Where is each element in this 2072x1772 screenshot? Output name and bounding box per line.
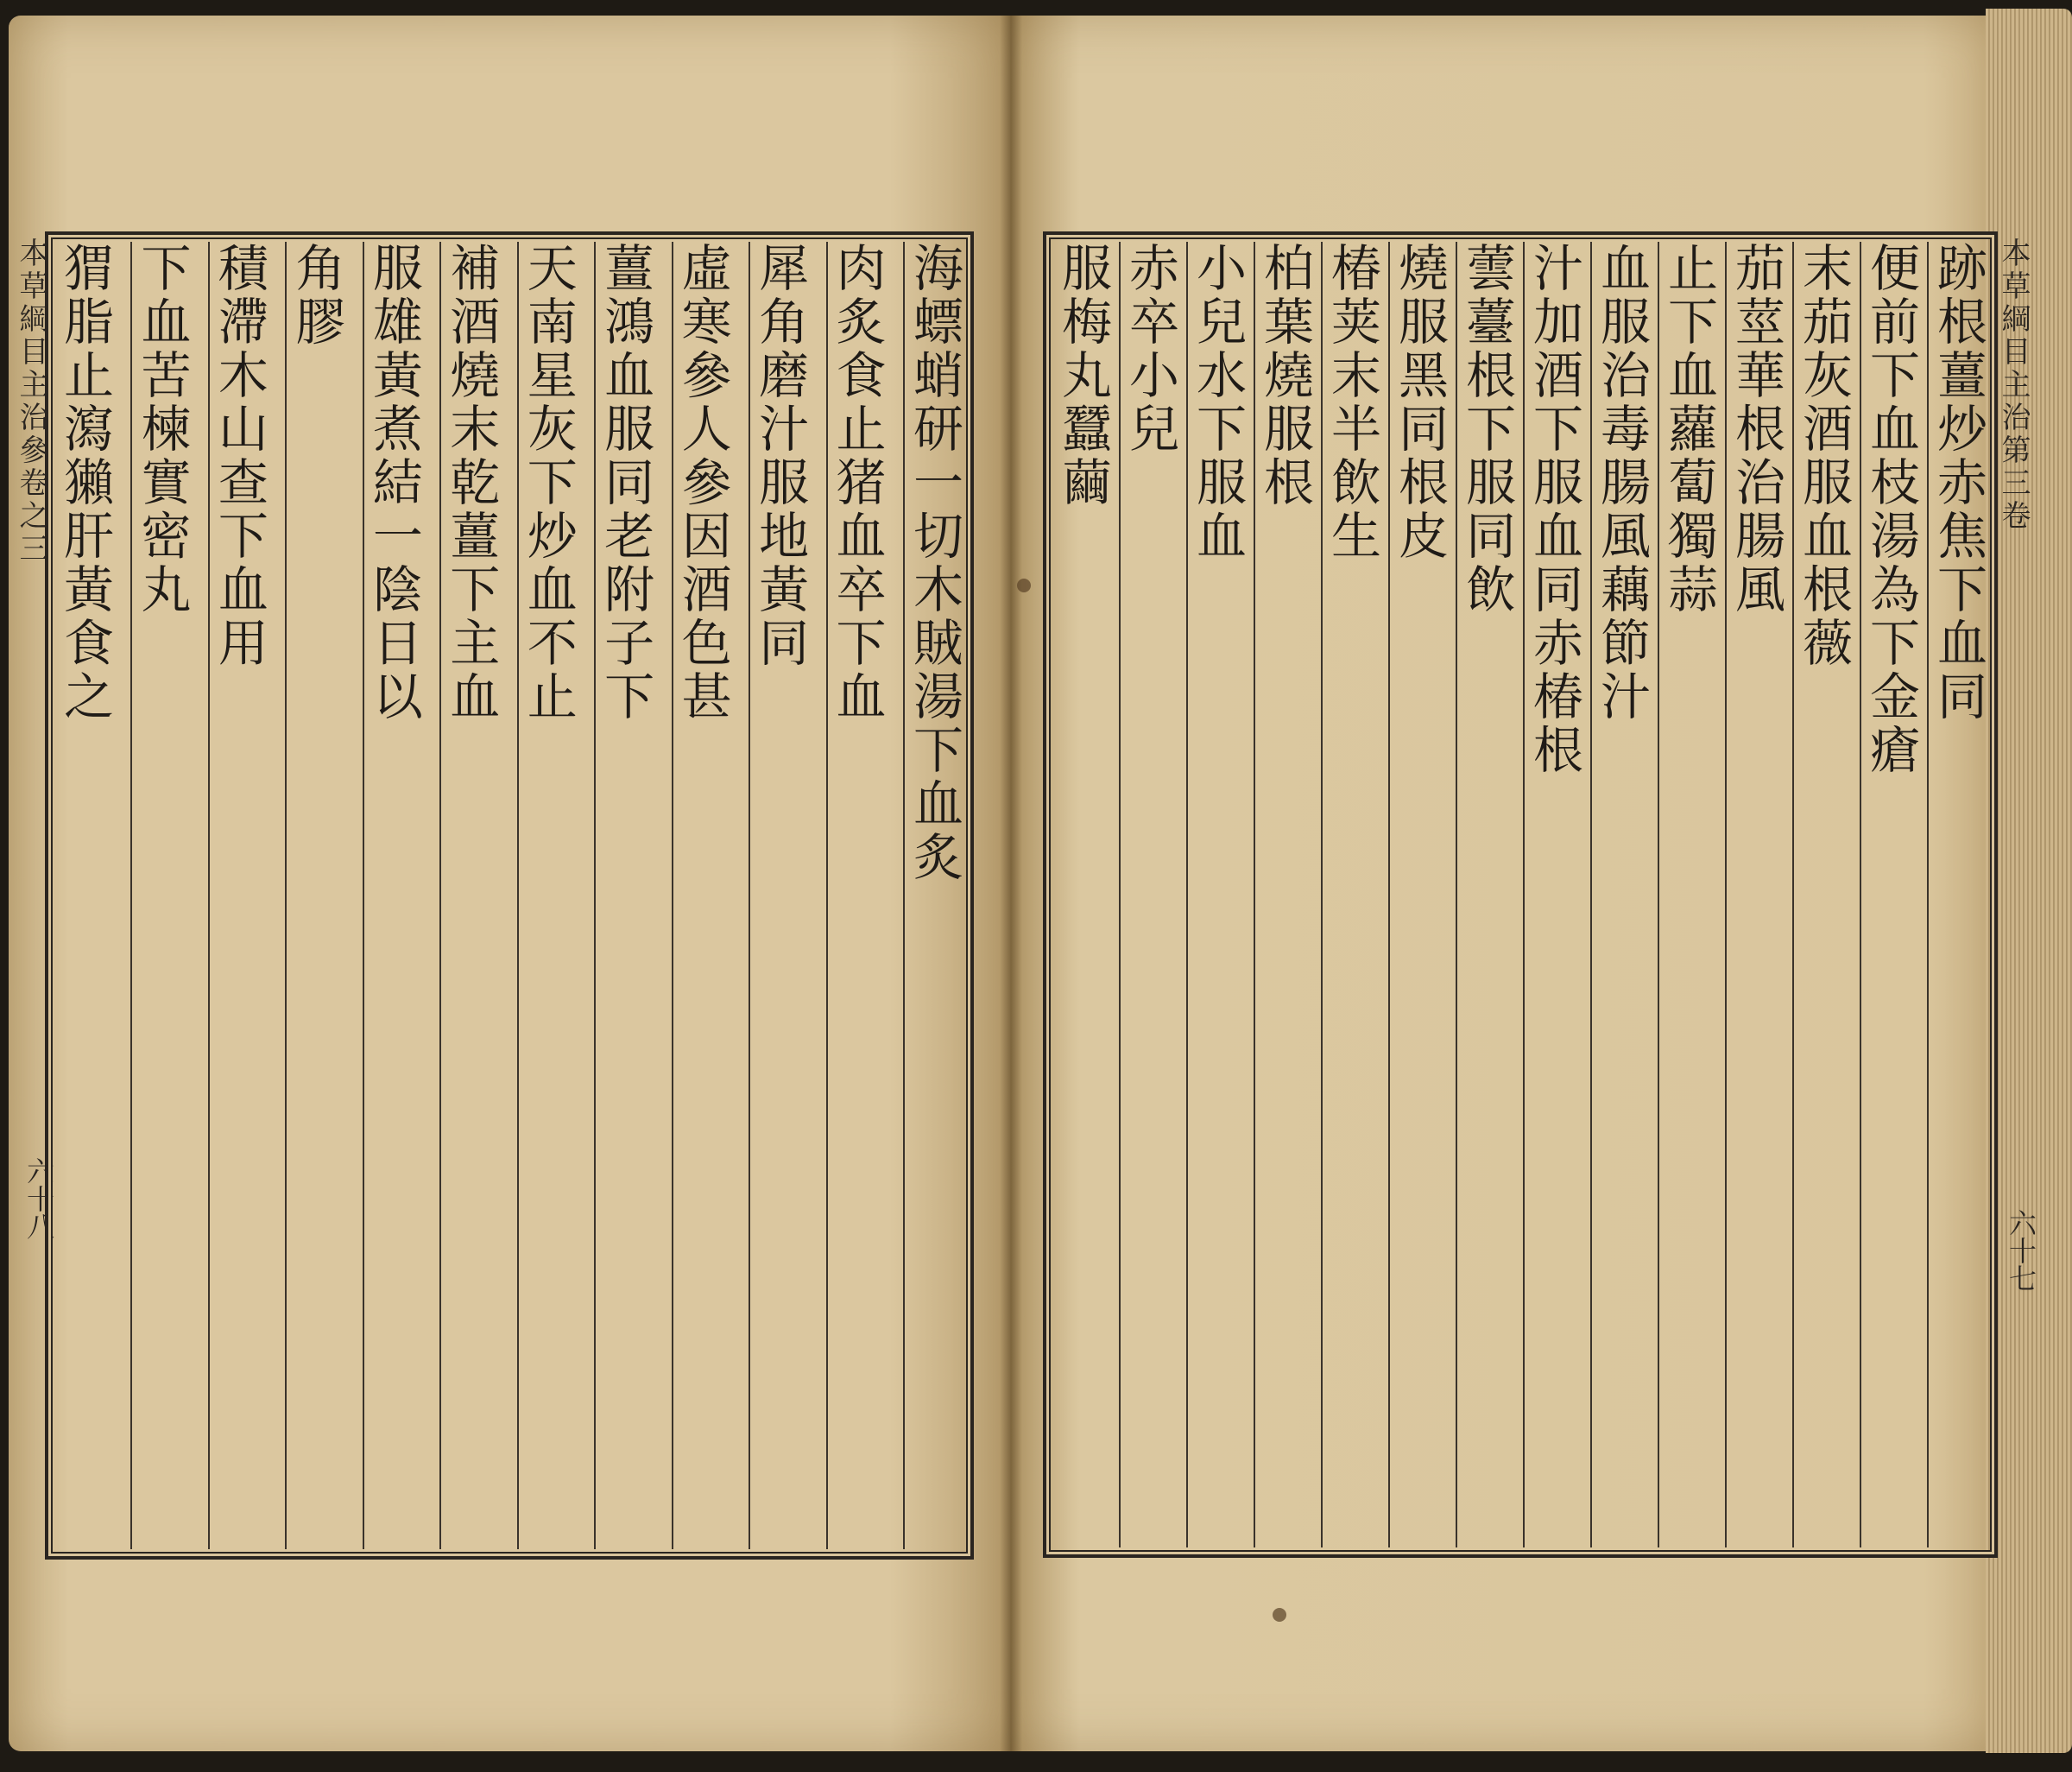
text-column: 海螵蛸研一切木賊湯下血炙 xyxy=(903,242,963,1549)
text-column: 燒服黑同根皮 xyxy=(1388,242,1449,1547)
text-column: 角膠 xyxy=(285,242,345,1549)
left-folio: 六十八 xyxy=(22,1157,55,1240)
text-column: 蕓薹根下服同飲 xyxy=(1456,242,1516,1547)
text-column: 赤卒小兒 xyxy=(1119,242,1179,1547)
text-column: 便前下血枝湯為下金瘡 xyxy=(1860,242,1920,1547)
left-margin-title: 本草綱目主治參卷之三 xyxy=(14,237,48,566)
text-column: 茄莖華根治腸風 xyxy=(1725,242,1785,1547)
left-columns xyxy=(55,242,963,1549)
right-folio: 六十七 xyxy=(2005,1209,2037,1292)
text-column: 犀角磨汁服地黃同 xyxy=(749,242,809,1549)
text-column: 肉炙食止猪血卒下血 xyxy=(826,242,887,1549)
text-column: 猬脂止瀉獺肝黃食之 xyxy=(55,242,114,724)
right-columns xyxy=(1053,242,1987,1547)
text-column: 小兒水下服血 xyxy=(1186,242,1247,1547)
ink-spot xyxy=(1273,1608,1286,1622)
text-column: 跡根薑炒赤焦下血同 xyxy=(1927,242,1987,1547)
text-column: 服梅丸蠶繭 xyxy=(1053,242,1112,509)
text-column: 柏葉燒服根 xyxy=(1254,242,1314,1547)
text-column: 天南星灰下炒血不止 xyxy=(517,242,578,1549)
text-column: 椿荚末半飲生 xyxy=(1321,242,1381,1547)
text-column: 積滯木山查下血用 xyxy=(208,242,268,1549)
right-text-frame xyxy=(1043,231,1998,1558)
text-column: 服雄黃煮結一陰日以 xyxy=(363,242,423,1549)
left-text-frame xyxy=(45,231,974,1560)
book-gutter xyxy=(1000,16,1022,1751)
text-column: 汁加酒下服血同赤椿根 xyxy=(1523,242,1583,1547)
text-column: 薑鴻血服同老附子下 xyxy=(594,242,654,1549)
text-column: 虛寒參人參因酒色甚 xyxy=(672,242,732,1549)
right-margin-title: 本草綱目主治第三卷 xyxy=(1996,237,2031,533)
text-column: 末茄灰酒服血根薇 xyxy=(1792,242,1853,1547)
text-column: 補酒燒末乾薑下主血 xyxy=(439,242,500,1549)
text-column: 止下血蘿蔔獨蒜 xyxy=(1658,242,1718,1547)
ink-spot xyxy=(1017,579,1031,592)
text-column: 下血苦楝實密丸 xyxy=(130,242,191,1549)
text-column: 血服治毒腸風藕節汁 xyxy=(1590,242,1651,1547)
